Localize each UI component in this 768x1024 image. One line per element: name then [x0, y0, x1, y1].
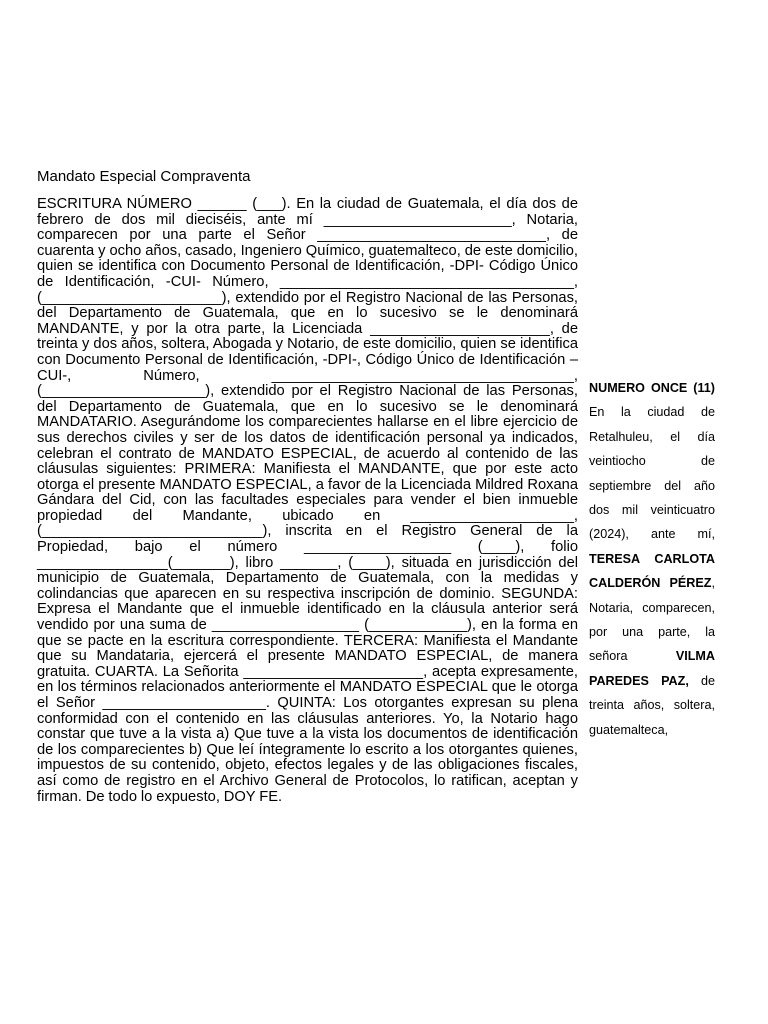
side-bold-number: NUMERO ONCE (11): [589, 381, 715, 395]
side-column-text: [589, 376, 715, 742]
document-title: Mandato Especial Compraventa: [37, 168, 251, 185]
side-bold-notary-name: TERESA CARLOTA CALDERÓN PÉREZ: [589, 551, 715, 591]
side-bold-party-name: VILMA PAREDES PAZ,: [589, 649, 715, 688]
document-body-text: ESCRITURA NÚMERO ______ (___). En la ciudad de Guatemala, el día dos de febrero de dos mil dieciséis, ante mí _______________________, Notaria, comparecen por una parte el Señor ____________________________, de cuarenta y ocho años, casado, Ingeniero Químico, guatemalteco, de este domicilio, quien se identifica con Documento Personal de Identificación, -DPI- Código Único de Identificación, -CUI- Número, ____________________________________, (______________________), extendido por el Registro Nacional de las Personas, del Departamento de Guatemala, que en lo sucesivo se le denominará MANDANTE, y por la otra parte, la Licenciada ______________________, de treinta y dos años, soltera, Abogada y Notario, de este domicilio, quien se identifica con Documento Personal de Identificación, -DPI-, Código Único de Identificación –CUI-, Número, _____________________________________, (____________________), extendido por el Registro Nacional de las Personas, del Departamento de Guatemala, que en lo sucesivo se le denominará MANDATARIO. Asegurándome los comparecientes hallarse en el libre ejercicio de sus derechos civiles y ser de los datos de identificación personal ya indicados, celebran el contrato de MANDATO ESPECIAL, de acuerdo al contenido de las cláusulas siguientes: PRIMERA: Manifiesta el MANDANTE, que por este acto otorga el presente MANDATO ESPECIAL, a favor de la Licenciada Mildred Roxana Gándara del Cid, con las facultades especiales para vender el bien inmueble propiedad del Mandante, ubicado en ____________________, (___________________________), inscrita en el Registro General de la Propiedad, bajo el número __________________ (____), folio ________________(_______), libro _______, (____), situada en jurisdicción del municipio de Guatemala, Departamento de Guatemala, con la medidas y colindancias que aparecen en su respectiva inscripción de dominio. SEGUNDA: Expresa el Mandante que el inmueble identificado en la cláusula anterior será vendido por una suma de __________________ (____________), en la forma en que se pacte en la escritura correspondiente. TERCERA: Manifiesta el Mandante que su Mandataria, ejercerá el presente MANDATO ESPECIAL, de manera gratuita. CUARTA. La Señorita ______________________, acepta expresamente, en los términos relacionados anteriormente el MANDATO ESPECIAL que le otorga el Señor ____________________. QUINTA: Los otorgantes expresan su plena conformidad con el contenido en las cláusulas anteriores. Yo, la Notario hago constar que tuve a la vista a) Que tuve a la vista los documentos de identificación de los comparecientes b) Que leí íntegramente lo escrito a los otorgantes quienes, impuestos de su contenido, objeto, efectos legales y de las obligaciones fiscales, así como de registro en el Archivo General de Protocolos, lo ratifican, aceptan y firman. De todo lo expuesto, DOY FE.: [37, 196, 578, 805]
side-text-place-date: En la ciudad de Retalhuleu, el día veintiocho de septiembre del año dos mil veinticuatro (2024), ante mí,: [589, 405, 715, 542]
side-text-party-details: de treinta años, soltera, guatemalteca,: [589, 673, 715, 737]
side-text-appear: , Notaria, comparecen, por una parte, la señora: [589, 576, 715, 664]
